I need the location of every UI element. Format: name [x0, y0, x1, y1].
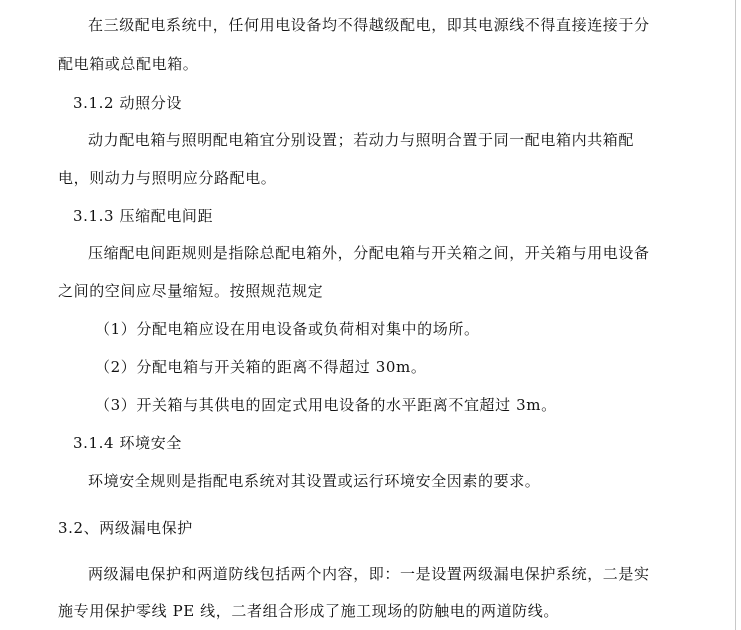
page-edge-divider — [735, 0, 736, 630]
paragraph-line: 压缩配电间距规则是指除总配电箱外，分配电箱与开关箱之间，开关箱与用电设备 — [88, 244, 650, 262]
paragraph-line: 施专用保护零线 PE 线，二者组合形成了施工现场的防触电的两道防线。 — [58, 602, 559, 620]
paragraph-line: 配电箱或总配电箱。 — [58, 55, 199, 73]
section-heading-3-1-4: 3.1.4 环境安全 — [73, 434, 182, 452]
section-heading-3-1-2: 3.1.2 动照分设 — [73, 94, 182, 112]
paragraph-line: 两级漏电保护和两道防线包括两个内容，即：一是设置两级漏电保护系统，二是实 — [88, 565, 650, 583]
section-heading-3-2: 3.2、两级漏电保护 — [58, 519, 193, 537]
paragraph-line: 环境安全规则是指配电系统对其设置或运行环境安全因素的要求。 — [88, 472, 541, 490]
list-item: （2）分配电箱与开关箱的距离不得超过 30m。 — [95, 358, 427, 376]
paragraph-line: 之间的空间应尽量缩短。按照规范规定 — [58, 282, 324, 300]
paragraph-line: 电，则动力与照明应分路配电。 — [58, 169, 277, 187]
paragraph-line: 在三级配电系统中，任何用电设备均不得越级配电，即其电源线不得直接连接于分 — [88, 16, 650, 34]
list-item: （3）开关箱与其供电的固定式用电设备的水平距离不宜超过 3m。 — [95, 396, 557, 414]
list-item: （1）分配电箱应设在用电设备或负荷相对集中的场所。 — [95, 320, 480, 338]
paragraph-line: 动力配电箱与照明配电箱宜分别设置；若动力与照明合置于同一配电箱内共箱配 — [88, 131, 635, 149]
section-heading-3-1-3: 3.1.3 压缩配电间距 — [73, 207, 214, 225]
